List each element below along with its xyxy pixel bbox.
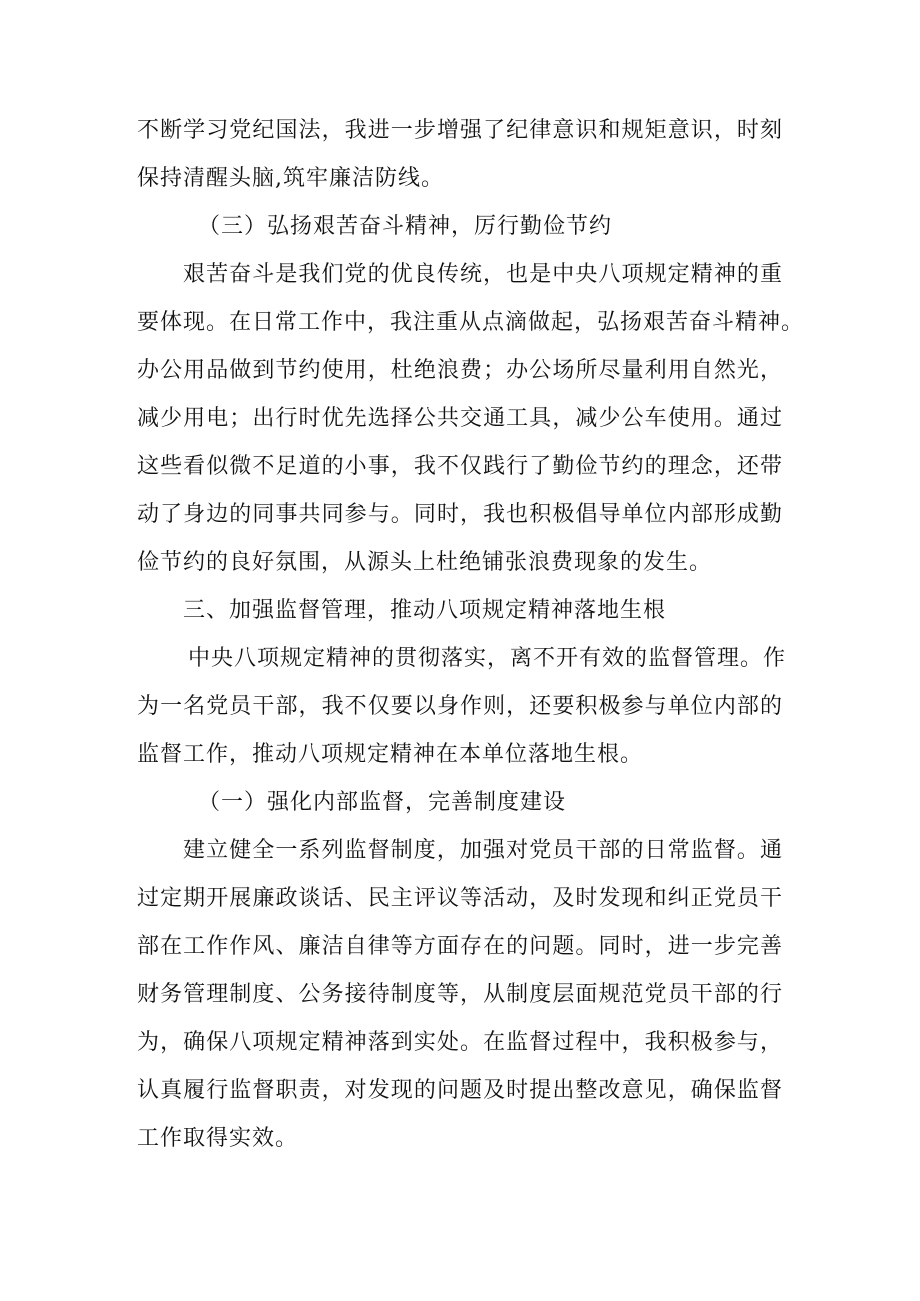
text-line: 保持清醒头脑,筑牢廉洁防线。 xyxy=(137,166,444,191)
paragraph xyxy=(0,251,920,587)
text-line: 艰苦奋斗是我们党的优良传统，也是中央八项规定精神的重 xyxy=(183,262,783,287)
text-line: 部在工作作风、廉洁自律等方面存在的问题。同时，进一步完善 xyxy=(137,934,783,959)
text-line: 不断学习党纪国法，我进一步增强了纪律意识和规矩意识，时刻 xyxy=(137,118,783,143)
text-line: 减少用电；出行时优先选择公共交通工具，减少公车使用。通过 xyxy=(137,406,783,431)
text-line: 建立健全一系列监督制度，加强对党员干部的日常监督。通 xyxy=(183,838,783,863)
section-heading: 三、加强监督管理，推动八项规定精神落地生根 xyxy=(183,598,667,623)
text-line: 俭节约的良好氛围，从源头上杜绝铺张浪费现象的发生。 xyxy=(137,550,713,575)
text-line: 过定期开展廉政谈话、民主评议等活动，及时发现和纠正党员干 xyxy=(137,886,783,911)
text-line: 工作取得实效。 xyxy=(137,1126,299,1151)
paragraph xyxy=(0,635,920,779)
text-line: 中央八项规定精神的贯彻落实，离不开有效的监督管理。作 xyxy=(188,646,787,671)
subsection-heading: （一）强化内部监督，完善制度建设 xyxy=(198,790,567,815)
text-line: 认真履行监督职责，对发现的问题及时提出整改意见，确保监督 xyxy=(137,1078,783,1103)
text-line: 为一名党员干部，我不仅要以身作则，还要积极参与单位内部的 xyxy=(137,694,783,719)
text-line: 要体现。在日常工作中，我注重从点滴做起，弘扬艰苦奋斗精神。 xyxy=(137,310,805,335)
text-line: 财务管理制度、公务接待制度等，从制度层面规范党员干部的行 xyxy=(137,982,783,1007)
text-line: 监督工作，推动八项规定精神在本单位落地生根。 xyxy=(137,742,644,767)
text-line: 为，确保八项规定精神落到实处。在监督过程中，我积极参与， xyxy=(137,1030,783,1055)
text-line: 动了身边的同事共同参与。同时，我也积极倡导单位内部形成勤 xyxy=(137,502,783,527)
paragraph xyxy=(0,827,920,1163)
subsection-heading: （三）弘扬艰苦奋斗精神，厉行勤俭节约 xyxy=(198,214,613,239)
text-line: 这些看似微不足道的小事，我不仅践行了勤俭节约的理念，还带 xyxy=(137,454,783,479)
text-line: 办公用品做到节约使用，杜绝浪费；办公场所尽量利用自然光， xyxy=(137,358,783,383)
paragraph-intro xyxy=(0,107,920,203)
